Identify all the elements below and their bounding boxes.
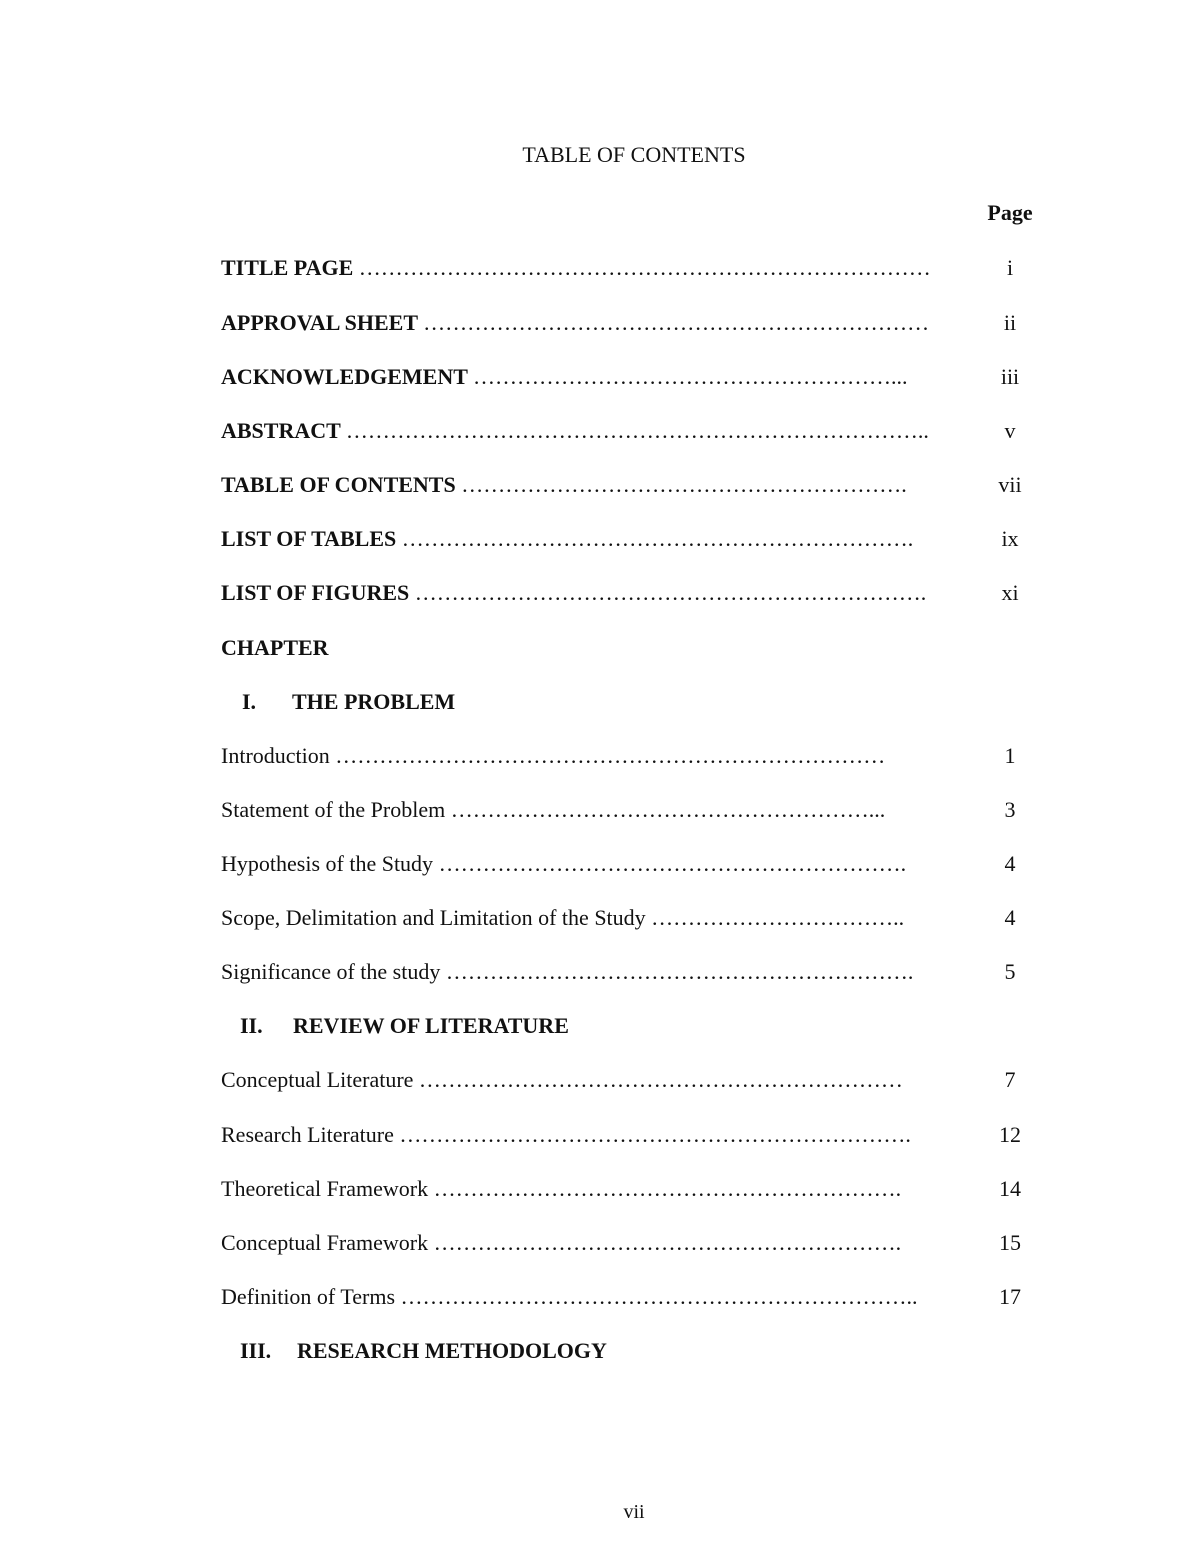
entry-label: LIST OF FIGURES [221,580,410,605]
entry-page-number: iii [1000,364,1020,389]
entry-label: Scope, Delimitation and Limitation of the Study [221,905,646,930]
toc-entry-list-of-tables[interactable] [221,524,1036,554]
leader-dots: ………………………………………………………. [445,959,914,984]
page-column-header: Page [987,200,1033,225]
entry-label: TABLE OF CONTENTS [221,472,456,497]
entry-page-number: 14 [999,1176,1021,1201]
document-title: TABLE OF CONTENTS [522,142,746,167]
entry-label: Conceptual Framework [221,1230,429,1255]
entry-page-number: 3 [1004,797,1016,822]
toc-entry-introduction[interactable] [221,741,1036,771]
toc-entry-statement-of-the-problem[interactable] [221,795,1036,825]
toc-entry-list-of-figures[interactable] [221,578,1036,608]
chapter-number: II. [240,1013,263,1038]
leader-dots: …………………………………………………………………… [358,255,931,280]
toc-entry-conceptual-literature[interactable] [221,1065,1036,1095]
entry-label: Definition of Terms [221,1284,396,1309]
toc-entry-title-page[interactable] [221,253,1036,283]
chapter-heading: CHAPTER [221,635,329,660]
entry-page-number: 17 [999,1284,1021,1309]
entry-page-number: 1 [1004,743,1016,768]
entry-page-number: 12 [999,1122,1021,1147]
entry-page-number: 7 [1004,1067,1016,1092]
chapter-name: RESEARCH METHODOLOGY [297,1338,607,1363]
leader-dots: …………………………………………………... [450,797,886,822]
chapter-name: THE PROBLEM [292,689,456,714]
entry-page-number: 4 [1004,905,1016,930]
leader-dots: ………………………………………………………… [418,1067,903,1092]
chapter-name: REVIEW OF LITERATURE [293,1013,569,1038]
leader-dots: …………………………….. [651,905,905,930]
entry-label: Introduction [221,743,330,768]
entry-label: LIST OF TABLES [221,526,397,551]
leader-dots: …………………………………………………………………….. [345,418,929,443]
entry-page-number: ix [1001,526,1019,551]
leader-dots: ………………………………………………………. [433,1230,902,1255]
entry-page-number: ii [1003,310,1017,335]
entry-page-number: xi [1001,580,1019,605]
toc-entry-hypothesis[interactable] [221,849,1036,879]
leader-dots: …………………………………………………... [473,364,908,389]
entry-label: Conceptual Literature [221,1067,414,1092]
entry-page-number: v [1004,418,1016,443]
entry-label: Significance of the study [221,959,441,984]
toc-entry-table-of-contents[interactable] [221,470,1036,500]
leader-dots: …………………………………………………………….. [400,1284,918,1309]
chapter-number: I. [242,689,257,714]
toc-entry-definition-of-terms[interactable] [221,1282,1036,1312]
toc-entry-approval-sheet[interactable] [221,308,1036,338]
entry-label: Statement of the Problem [221,797,446,822]
entry-label: APPROVAL SHEET [221,310,418,335]
entry-label: Research Literature [221,1122,394,1147]
entry-label: TITLE PAGE [221,255,354,280]
leader-dots: ……………………………………………………………. [399,1122,911,1147]
entry-label: ABSTRACT [221,418,341,443]
entry-page-number: vii [998,472,1022,497]
entry-label: ACKNOWLEDGEMENT [221,364,468,389]
leader-dots: ……………………………………………………………. [414,580,927,605]
entry-page-number: i [1006,255,1014,280]
chapter-number: III. [240,1338,272,1363]
entry-label: Theoretical Framework [221,1176,429,1201]
toc-entry-conceptual-framework[interactable] [221,1228,1036,1258]
entry-label: Hypothesis of the Study [221,851,434,876]
page-number-footer: vii [623,1501,645,1523]
leader-dots: ……………………………………………………. [461,472,907,497]
toc-entry-research-literature[interactable] [221,1120,1036,1150]
leader-dots: ……………………………………………………………. [401,526,914,551]
entry-page-number: 15 [999,1230,1021,1255]
leader-dots: …………………………………………………………… [423,310,930,335]
toc-entry-scope[interactable] [221,903,1036,933]
toc-entry-acknowledgement[interactable] [221,362,1036,392]
toc-entry-theoretical-framework[interactable] [221,1174,1036,1204]
leader-dots: ………………………………………………………. [433,1176,902,1201]
entry-page-number: 4 [1004,851,1016,876]
entry-page-number: 5 [1004,959,1016,984]
toc-entry-significance[interactable] [221,957,1036,987]
toc-entry-abstract[interactable] [221,416,1036,446]
leader-dots: ………………………………………………………………… [335,743,886,768]
leader-dots: ………………………………………………………. [438,851,907,876]
